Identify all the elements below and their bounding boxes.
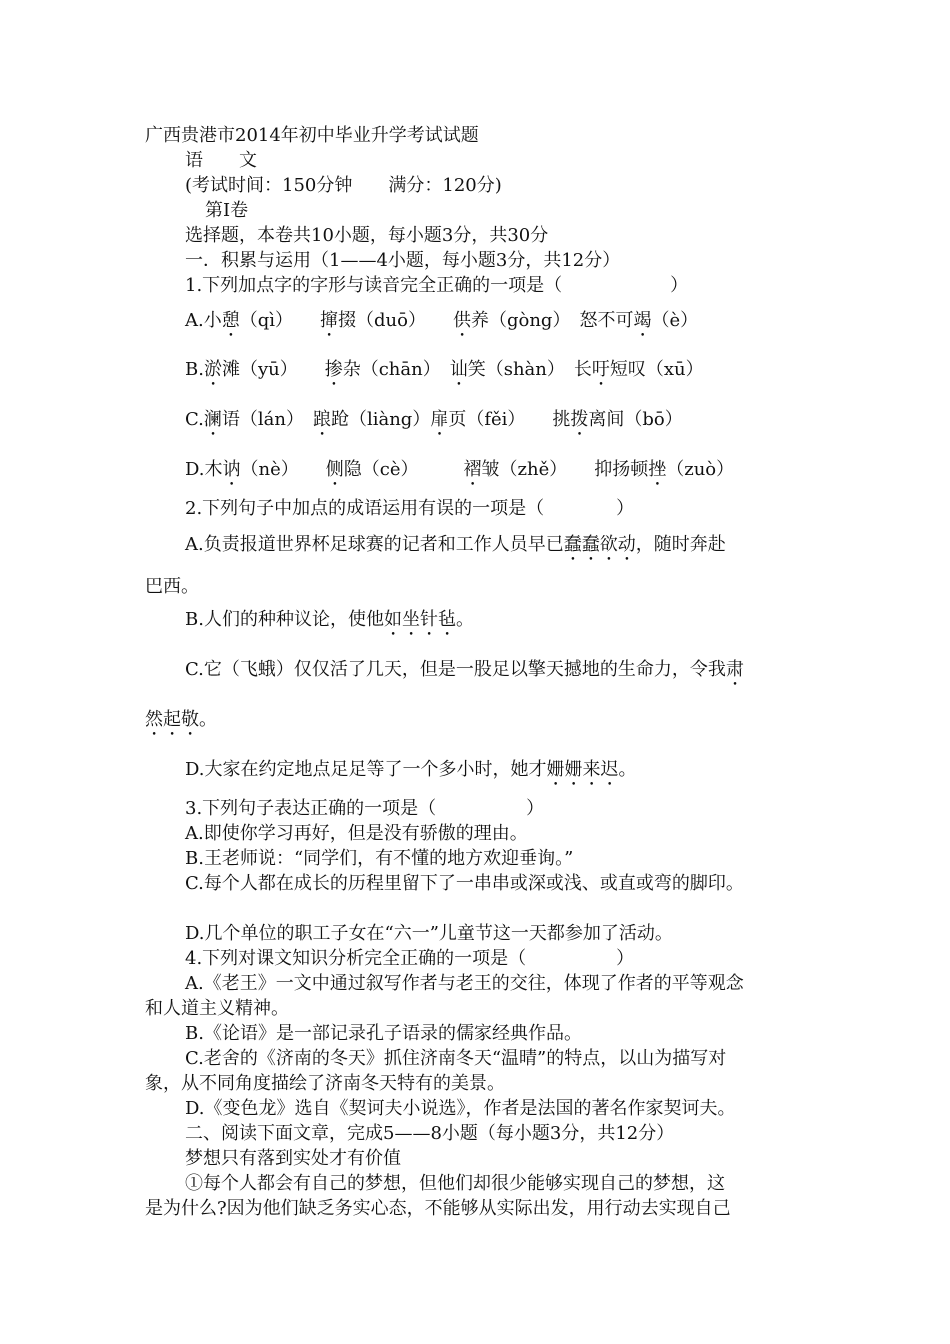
q3-option-b: B.王老师说：“同学们，有不懂的地方欢迎垂询。” xyxy=(185,848,574,869)
q3-option-a: A.即使你学习再好，但是没有骄傲的理由。 xyxy=(185,823,528,844)
q1-stem: 1.下列加点字的字形与读音完全正确的一项是（ ） xyxy=(185,275,689,296)
q4-option-c-continued: 象，从不同角度描绘了济南冬天特有的美景。 xyxy=(145,1073,505,1094)
exam-title: 广西贵港市2014年初中毕业升学考试试题 xyxy=(145,125,479,146)
volume-label: 第Ⅰ卷 xyxy=(205,200,249,221)
paragraph-1-line-1: ①每个人都会有自己的梦想，但他们却很少能够实现自己的梦想，这 xyxy=(185,1173,725,1194)
exam-info: (考试时间：150分钟 满分：120分) xyxy=(185,175,502,196)
q4-option-a: A.《老王》一文中通过叙写作者与老王的交往，体现了作者的平等观念 xyxy=(185,973,744,994)
q3-option-d: D.几个单位的职工子女在“六一”儿童节这一天都参加了活动。 xyxy=(185,923,673,944)
q2-option-c: C.它（飞蛾）仅仅活了几天，但是一股足以擎天撼地的生命力，令我肃 xyxy=(185,659,744,680)
q1-option-a: A.小憩（qì） 撺掇（duō） 供养（gòng） 怒不可竭（è） xyxy=(185,310,699,331)
q1-option-c: C.澜语（lán） 踉跄（liàng）扉页（fěi） 挑拨离间（bō） xyxy=(185,409,683,430)
q4-option-c: C.老舍的《济南的冬天》抓住济南冬天“温晴”的特点，以山为描写对 xyxy=(185,1048,727,1069)
q4-option-b: B.《论语》是一部记录孔子语录的儒家经典作品。 xyxy=(185,1023,582,1044)
choice-intro: 选择题，本卷共10小题，每小题3分，共30分 xyxy=(185,225,549,246)
q1-option-b: B.淤滩（yū） 掺杂（chān） 讪笑（shàn） 长吁短叹（xū） xyxy=(185,359,704,380)
q4-option-a-continued: 和人道主义精神。 xyxy=(145,998,289,1019)
q4-stem: 4.下列对课文知识分析完全正确的一项是（ ） xyxy=(185,948,635,969)
q3-stem: 3.下列句子表达正确的一项是（ ） xyxy=(185,798,545,819)
q2-option-a-continued: 巴西。 xyxy=(145,576,199,597)
article-title: 梦想只有落到实处才有价值 xyxy=(185,1148,401,1169)
q2-option-a: A.负责报道世界杯足球赛的记者和工作人员早已蠢蠢欲动，随时奔赴 xyxy=(185,534,726,555)
q3-option-c: C.每个人都在成长的历程里留下了一串串或深或浅、或直或弯的脚印。 xyxy=(185,873,744,894)
section1-title: 一．积累与运用（1——4小题，每小题3分，共12分） xyxy=(185,250,621,271)
q2-stem: 2.下列句子中加点的成语运用有误的一项是（ ） xyxy=(185,498,635,519)
q2-option-b: B.人们的种种议论，使他如坐针毡。 xyxy=(185,609,474,630)
q1-option-d: D.木讷（nè） 侧隐（cè） 褶皱（zhě） 抑扬顿挫（zuò） xyxy=(185,459,735,480)
subject-label: 语 文 xyxy=(185,150,257,171)
q4-option-d: D.《变色龙》选自《契诃夫小说选》，作者是法国的著名作家契诃夫。 xyxy=(185,1098,736,1119)
q2-option-d: D.大家在约定地点足足等了一个多小时，她才姗姗来迟。 xyxy=(185,759,637,780)
section2-title: 二、阅读下面文章，完成5——8小题（每小题3分，共12分） xyxy=(185,1123,675,1144)
paragraph-1-line-2: 是为什么?因为他们缺乏务实心态，不能够从实际出发，用行动去实现自己 xyxy=(145,1198,731,1219)
q2-option-c-continued: 然起敬。 xyxy=(145,709,217,730)
